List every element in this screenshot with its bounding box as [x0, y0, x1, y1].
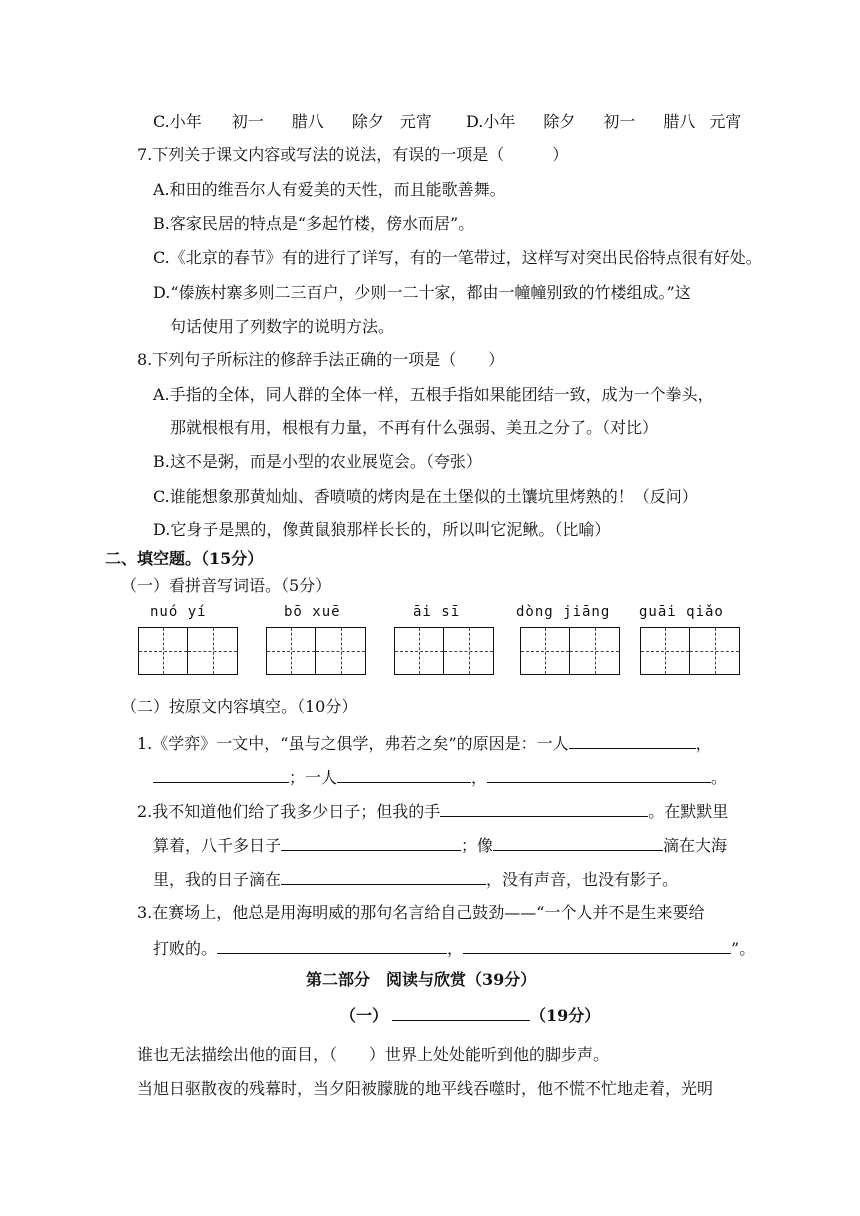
pinyin-label: nuó yí: [150, 604, 207, 620]
answer-blank[interactable]: [493, 834, 663, 851]
fill-text: 。: [711, 768, 728, 787]
answer-blank[interactable]: [281, 834, 461, 851]
fill-text: 滴在大海: [663, 836, 728, 855]
q8-option-c: C.谁能想象那黄灿灿、香喷喷的烤肉是在土堡似的土馕坑里烤熟的！（反问）: [153, 487, 698, 506]
fill-text: 里，我的日子滴在: [153, 870, 282, 889]
title-blank[interactable]: [392, 1004, 530, 1021]
q7-option-c: C.《北京的春节》有的进行了详写，有的一笔带过，这样写对突出民俗特点很有好处。: [153, 248, 762, 267]
writing-grid[interactable]: [520, 627, 620, 675]
fill-text: 1.《学弈》一文中，“虽与之俱学，弗若之矣”的原因是：一人: [137, 734, 569, 753]
fill-text: 打败的。: [153, 939, 218, 958]
q6-option-c-item: 小年: [169, 112, 202, 131]
q8-option-d: D.它身子是黑的，像黄鼠狼那样长长的，所以叫它泥鳅。（比喻）: [153, 520, 611, 539]
q8-option-a-cont: 那就根根有用，根根有力量，不再有什么强弱、美丑之分了。（对比）: [170, 418, 659, 437]
q6-option-d: [466, 112, 741, 132]
part-title: 第二部分 阅读与欣赏（39分）: [306, 970, 537, 989]
answer-blank[interactable]: [337, 766, 471, 783]
q6-option-c-item: 腊八: [291, 112, 324, 131]
writing-grid[interactable]: [640, 627, 740, 675]
q6-option-d-label: D.: [466, 112, 484, 131]
q8-stem: 8.下列句子所标注的修辞手法正确的一项是（ ）: [137, 350, 505, 369]
q6-option-d-item: 除夕: [543, 112, 576, 131]
q6-option-d-item: 初一: [603, 112, 636, 131]
fill-text: ，: [695, 734, 712, 753]
fill-text: ，: [447, 939, 464, 958]
answer-blank[interactable]: [281, 868, 486, 885]
writing-grid[interactable]: [394, 627, 494, 675]
q7-stem: 7.下列关于课文内容或写法的说法，有误的一项是（ ）: [137, 145, 569, 164]
q7-option-b: B.客家民居的特点是“多起竹楼，傍水而居”。: [153, 214, 475, 233]
fill-item-2-cont: [153, 868, 678, 890]
q8-option-a: A.手指的全体，同人群的全体一样，五根手指如果能团结一致，成为一个拳头，: [153, 385, 714, 404]
reading-paragraph: 谁也无法描绘出他的面目，（ ）世界上处处能听到他的脚步声。: [137, 1045, 610, 1064]
answer-blank[interactable]: [487, 766, 711, 783]
q6-option-d-item: 腊八: [663, 112, 696, 131]
q7-option-a: A.和田的维吾尔人有爱美的天性，而且能歌善舞。: [153, 180, 506, 199]
fill-text: 。在默默里: [648, 802, 729, 821]
pinyin-label: guāi qiǎo: [639, 604, 724, 620]
reading-subtitle: [340, 1004, 600, 1026]
q6-option-c-item: 初一: [231, 112, 264, 131]
answer-blank[interactable]: [569, 732, 696, 749]
fill-item-2: [137, 800, 728, 822]
fill-text: ；一人: [289, 768, 338, 787]
q7-option-d: D.“傣族村寨多则二三百户，少则一二十家，都由一幢幢别致的竹楼组成。”这: [153, 283, 691, 302]
answer-blank[interactable]: [217, 937, 447, 954]
reading-paragraph: 当旭日驱散夜的残幕时，当夕阳被朦胧的地平线吞噬时，他不慌不忙地走着，光明: [137, 1079, 714, 1098]
q6-option-c-item: 元宵: [399, 112, 432, 131]
sub-section-title: （一）看拼音写词语。（5分）: [121, 576, 332, 595]
reading-subtitle-score: （19分）: [530, 1006, 601, 1025]
q6-option-d-item: 元宵: [709, 112, 742, 131]
pinyin-label: dòng jiāng: [516, 604, 611, 620]
pinyin-label: bō xuē: [284, 604, 341, 620]
fill-item-2-cont: [153, 834, 727, 856]
fill-text: ，: [471, 768, 488, 787]
q6-option-c-label: C.: [153, 112, 170, 131]
q8-option-b: B.这不是粥，而是小型的农业展览会。（夸张）: [153, 452, 482, 471]
section-title: 二、填空题。（15分）: [105, 549, 264, 568]
q6-option-c-item: 除夕: [351, 112, 384, 131]
reading-subtitle-open: （一）: [340, 1006, 389, 1025]
fill-text: ；像: [461, 836, 494, 855]
q6-option-c: [153, 112, 432, 132]
sub-section-title: （二）按原文内容填空。（10分）: [121, 697, 358, 716]
fill-item-3-cont: [153, 937, 755, 959]
fill-text: 算着，八千多日子: [153, 836, 282, 855]
fill-item-1: [137, 732, 712, 754]
pinyin-label: āi sī: [413, 604, 461, 620]
writing-grid[interactable]: [138, 627, 238, 675]
fill-text: 2.我不知道他们给了我多少日子；但我的手: [137, 802, 441, 821]
q7-option-d-cont: 句话使用了列数字的说明方法。: [170, 317, 395, 336]
answer-blank[interactable]: [440, 800, 648, 817]
fill-text: ”。: [731, 939, 756, 958]
writing-grid[interactable]: [266, 627, 366, 675]
fill-item-3: 3.在赛场上，他总是用海明威的那句名言给自己鼓劲——“一个人并不是生来要给: [137, 903, 705, 922]
fill-text: ，没有声音，也没有影子。: [486, 870, 679, 889]
answer-blank[interactable]: [153, 766, 289, 783]
answer-blank[interactable]: [463, 937, 731, 954]
fill-item-1-cont: [153, 766, 727, 788]
q6-option-d-item: 小年: [483, 112, 516, 131]
